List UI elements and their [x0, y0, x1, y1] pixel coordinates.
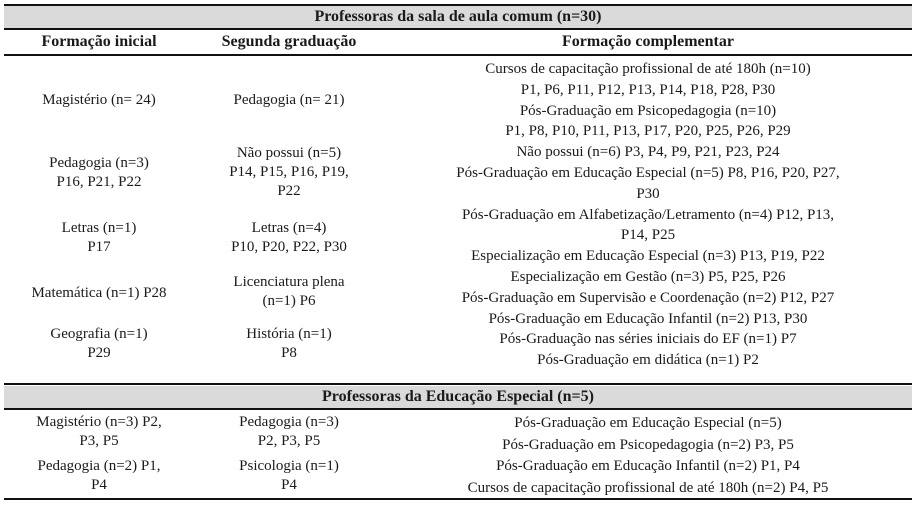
cell-line: Pedagogia (n=3) — [239, 414, 339, 430]
header-rule — [4, 54, 912, 56]
complementary-line: Pós-Graduação em Alfabetização/Letramento (n=4) P12, P13, — [461, 206, 835, 223]
cell-line: Letras (n=4) — [251, 220, 327, 236]
complementary-line: Cursos de capacitação profissional de até 180h (n=2) P4, P5 — [467, 479, 829, 496]
complementary-list — [384, 413, 912, 499]
second-cell — [194, 325, 384, 363]
cell-line: História (n=1) — [246, 326, 332, 342]
initial-cell — [4, 284, 194, 302]
cell-line: P14, P15, P16, P19, — [229, 164, 349, 180]
complementary-line: Não possui (n=6) P3, P4, P9, P21, P23, P24 — [516, 144, 780, 161]
second-cell — [194, 413, 384, 451]
cell-line: P4 — [281, 477, 297, 493]
cell-line: Geografia (n=1) — [50, 326, 148, 342]
cell-line: Letras (n=1) — [61, 220, 137, 236]
second-cell — [194, 219, 384, 257]
complementary-line: P30 — [636, 185, 660, 202]
section2-title: Professoras da Educação Especial (n=5) — [4, 386, 912, 408]
cell-line: P3, P5 — [79, 433, 119, 449]
header-complementary: Formação complementar — [562, 33, 734, 50]
cell-line: (n=1) P6 — [262, 293, 316, 309]
initial-cell — [4, 325, 194, 363]
complementary-line: P1, P6, P11, P12, P13, P14, P18, P28, P30 — [520, 81, 776, 98]
cell-line: Não possui (n=5) — [236, 145, 342, 161]
complementary-list — [384, 59, 912, 371]
cell-line: Pedagogia (n=3) — [49, 155, 149, 171]
header-second: Segunda graduação — [221, 33, 357, 50]
cell-line: P22 — [277, 183, 301, 199]
cell-line: P4 — [91, 477, 107, 493]
initial-cell — [4, 154, 194, 192]
cell-line: P29 — [87, 345, 111, 361]
complementary-line: P14, P25 — [620, 227, 676, 244]
complementary-line: Pós-Graduação em Psicopedagogia (n=10) — [519, 102, 777, 119]
title-rule — [4, 28, 912, 30]
cell-line: Pedagogia (n= 21) — [233, 92, 345, 108]
cell-line: P8 — [281, 345, 297, 361]
cell-line: Magistério (n=3) P2, — [36, 414, 162, 430]
cell-line: P16, P21, P22 — [56, 174, 142, 190]
initial-cell — [4, 219, 194, 257]
complementary-line: Pós-Graduação em Supervisão e Coordenação (n=2) P12, P27 — [461, 289, 835, 306]
initial-cell — [4, 413, 194, 451]
complementary-line: Cursos de capacitação profissional de até 180h (n=10) — [485, 61, 811, 77]
cell-line: P2, P3, P5 — [257, 433, 321, 449]
header-initial: Formação inicial — [41, 33, 157, 50]
initial-cell — [4, 91, 194, 109]
complementary-line: Pós-Graduação em Educação Especial (n=5) P8, P16, P20, P27, — [456, 164, 840, 181]
bottom-rule — [4, 498, 912, 500]
complementary-line: Pós-Graduação nas séries iniciais do EF (n=1) P7 — [499, 331, 797, 348]
cell-line: P10, P20, P22, P30 — [231, 239, 347, 255]
complementary-line: Especialização em Educação Especial (n=3) P13, P19, P22 — [471, 248, 825, 265]
cell-line: Magistério (n= 24) — [42, 92, 156, 108]
complementary-line: P1, P8, P10, P11, P13, P17, P20, P25, P26, P29 — [505, 123, 791, 140]
complementary-line: Pós-Graduação em didática (n=1) P2 — [537, 352, 759, 369]
section2-title-rule — [4, 408, 912, 410]
second-cell — [194, 91, 384, 109]
cell-line: Pedagogia (n=2) P1, — [37, 458, 161, 474]
complementary-line: Pós-Graduação em Educação Infantil (n=2) P13, P30 — [488, 310, 808, 327]
second-cell — [194, 457, 384, 495]
second-cell — [194, 144, 384, 201]
complementary-line: Pós-Graduação em Educação Especial (n=5) — [514, 415, 782, 431]
cell-line: Licenciatura plena — [233, 274, 345, 290]
complementary-line: Pós-Graduação em Psicopedagogia (n=2) P3, P5 — [502, 436, 794, 453]
complementary-line: Pós-Graduação em Educação Infantil (n=2) P1, P4 — [496, 458, 800, 474]
initial-cell — [4, 457, 194, 495]
complementary-line: Especialização em Gestão (n=3) P5, P25, P26 — [510, 268, 786, 285]
cell-line: Psicologia (n=1) — [239, 458, 339, 474]
cell-line: P17 — [87, 239, 111, 255]
cell-line: Matemática (n=1) P28 — [31, 285, 167, 301]
second-cell — [194, 273, 384, 311]
section1-title: Professoras da sala de aula comum (n=30) — [4, 6, 912, 28]
section2-top-rule — [4, 383, 912, 385]
